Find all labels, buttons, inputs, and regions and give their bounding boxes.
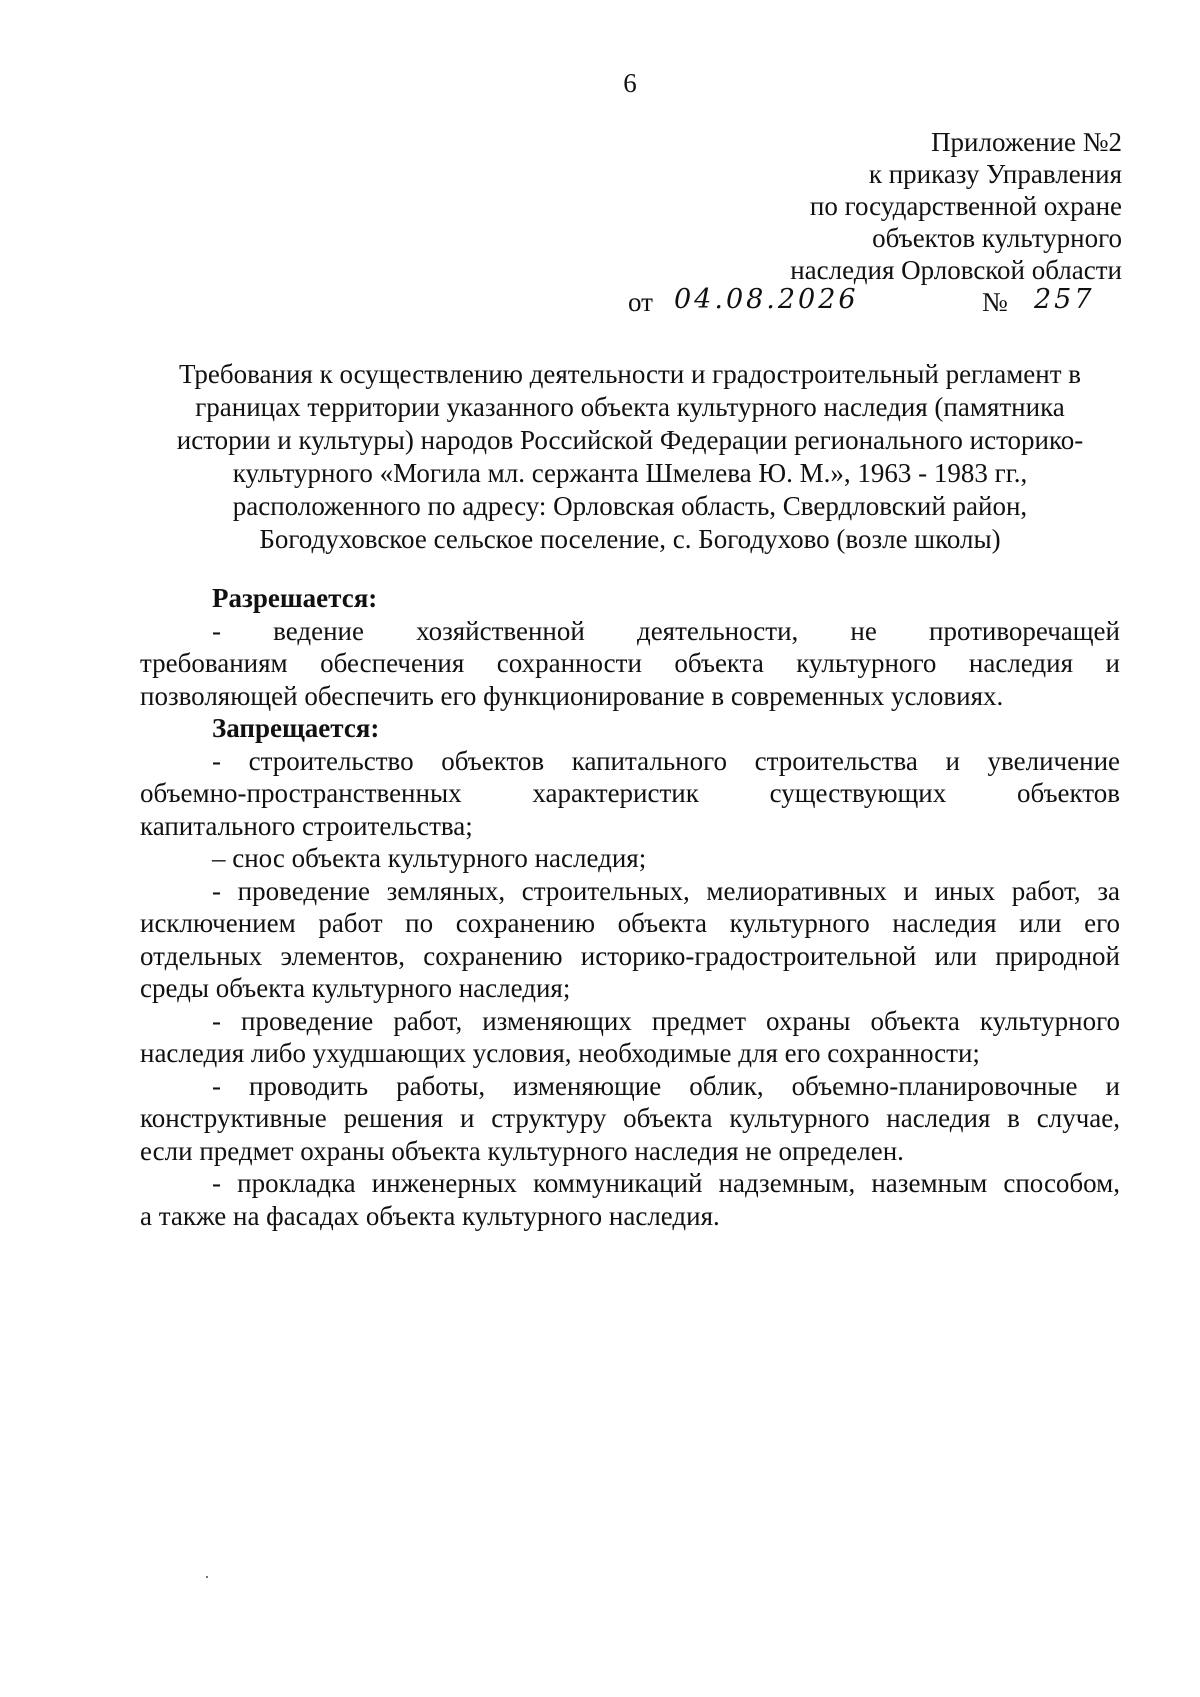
page-number: 6	[623, 68, 637, 98]
title-line: Богодуховское сельское поселение, с. Богодухово (возле школы)	[259, 524, 1001, 554]
title-line: истории и культуры) народов Российской Федерации регионального историко-	[176, 425, 1084, 455]
title-line: расположенного по адресу: Орловская область, Свердловский район,	[232, 491, 1028, 521]
prohibited-item-line: исключением работ по сохранению объекта культурного наследия или его	[140, 908, 1120, 938]
date-prefix: от	[628, 287, 653, 317]
prohibited-item-line: среды объекта культурного наследия;	[140, 973, 571, 1003]
order-date-handwritten: 04.08.2026	[674, 284, 859, 315]
prohibited-item-line: наследия либо ухудшающих условия, необходимые для его сохранности;	[140, 1038, 980, 1068]
prohibited-item-line: - прокладка инженерных коммуникаций надземным, наземным способом,	[212, 1168, 1120, 1198]
prohibited-item-line: объемно-пространственных характеристик существующих объектов	[140, 778, 1120, 808]
prohibited-item-line: конструктивные решения и структуру объекта культурного наследия в случае,	[140, 1103, 1120, 1133]
prohibited-item-line: капитального строительства;	[140, 810, 473, 841]
prohibited-item-line: - проводить работы, изменяющие облик, объемно-планировочные и	[212, 1070, 1120, 1101]
prohibited-item-line: отдельных элементов, сохранению историко-градостроительной или природной	[140, 940, 1120, 971]
appendix-line: объектов культурного	[872, 223, 1122, 253]
number-prefix: №	[982, 287, 1008, 317]
prohibited-item	[140, 1070, 1120, 1168]
prohibited-item-line: - проведение работ, изменяющих предмет охраны объекта культурного	[212, 1005, 1120, 1036]
allowed-item-line: - ведение хозяйственной деятельности, не противоречащей	[212, 615, 1120, 646]
order-date-number-row	[562, 286, 1122, 318]
appendix-header	[562, 126, 1122, 318]
allowed-heading: Разрешается:	[212, 583, 378, 613]
document-body	[140, 582, 1120, 1232]
order-number-handwritten: 257	[1034, 284, 1095, 315]
prohibited-item-line: если предмет охраны объекта культурного наследия не определен.	[140, 1135, 904, 1166]
prohibited-item-line: – снос объекта культурного наследия;	[212, 843, 647, 873]
allowed-item-line: требованиям обеспечения сохранности объекта культурного наследия и	[140, 648, 1120, 678]
appendix-line: наследия Орловской области	[790, 255, 1122, 285]
prohibited-item	[140, 1167, 1120, 1232]
prohibited-item	[140, 875, 1120, 1005]
allowed-item	[140, 615, 1120, 713]
prohibited-item	[140, 842, 1120, 875]
appendix-line: к приказу Управления	[868, 159, 1122, 189]
prohibited-item-line: а также на фасадах объекта культурного наследия.	[140, 1200, 720, 1231]
scan-speck	[206, 1576, 208, 1578]
title-line: Требования к осуществлению деятельности и градостроительный регламент в	[178, 359, 1082, 389]
title-line: культурного «Могила мл. сержанта Шмелева Ю. М.», 1963 - 1983 гг.,	[232, 458, 1028, 488]
prohibited-item	[140, 745, 1120, 843]
title-line: границах территории указанного объекта культурного наследия (памятника	[195, 392, 1065, 422]
prohibited-item-line: - строительство объектов капитального строительства и увеличение	[212, 745, 1120, 776]
prohibited-item-line: - проведение земляных, строительных, мелиоративных и иных работ, за	[212, 875, 1120, 906]
prohibited-item	[140, 1005, 1120, 1070]
prohibited-heading: Запрещается:	[212, 713, 380, 743]
allowed-item-line: позволяющей обеспечить его функционирование в современных условиях.	[140, 680, 1004, 711]
document-title	[140, 358, 1120, 556]
appendix-line: Приложение №2	[931, 127, 1122, 157]
appendix-line: по государственной охране	[809, 191, 1122, 221]
